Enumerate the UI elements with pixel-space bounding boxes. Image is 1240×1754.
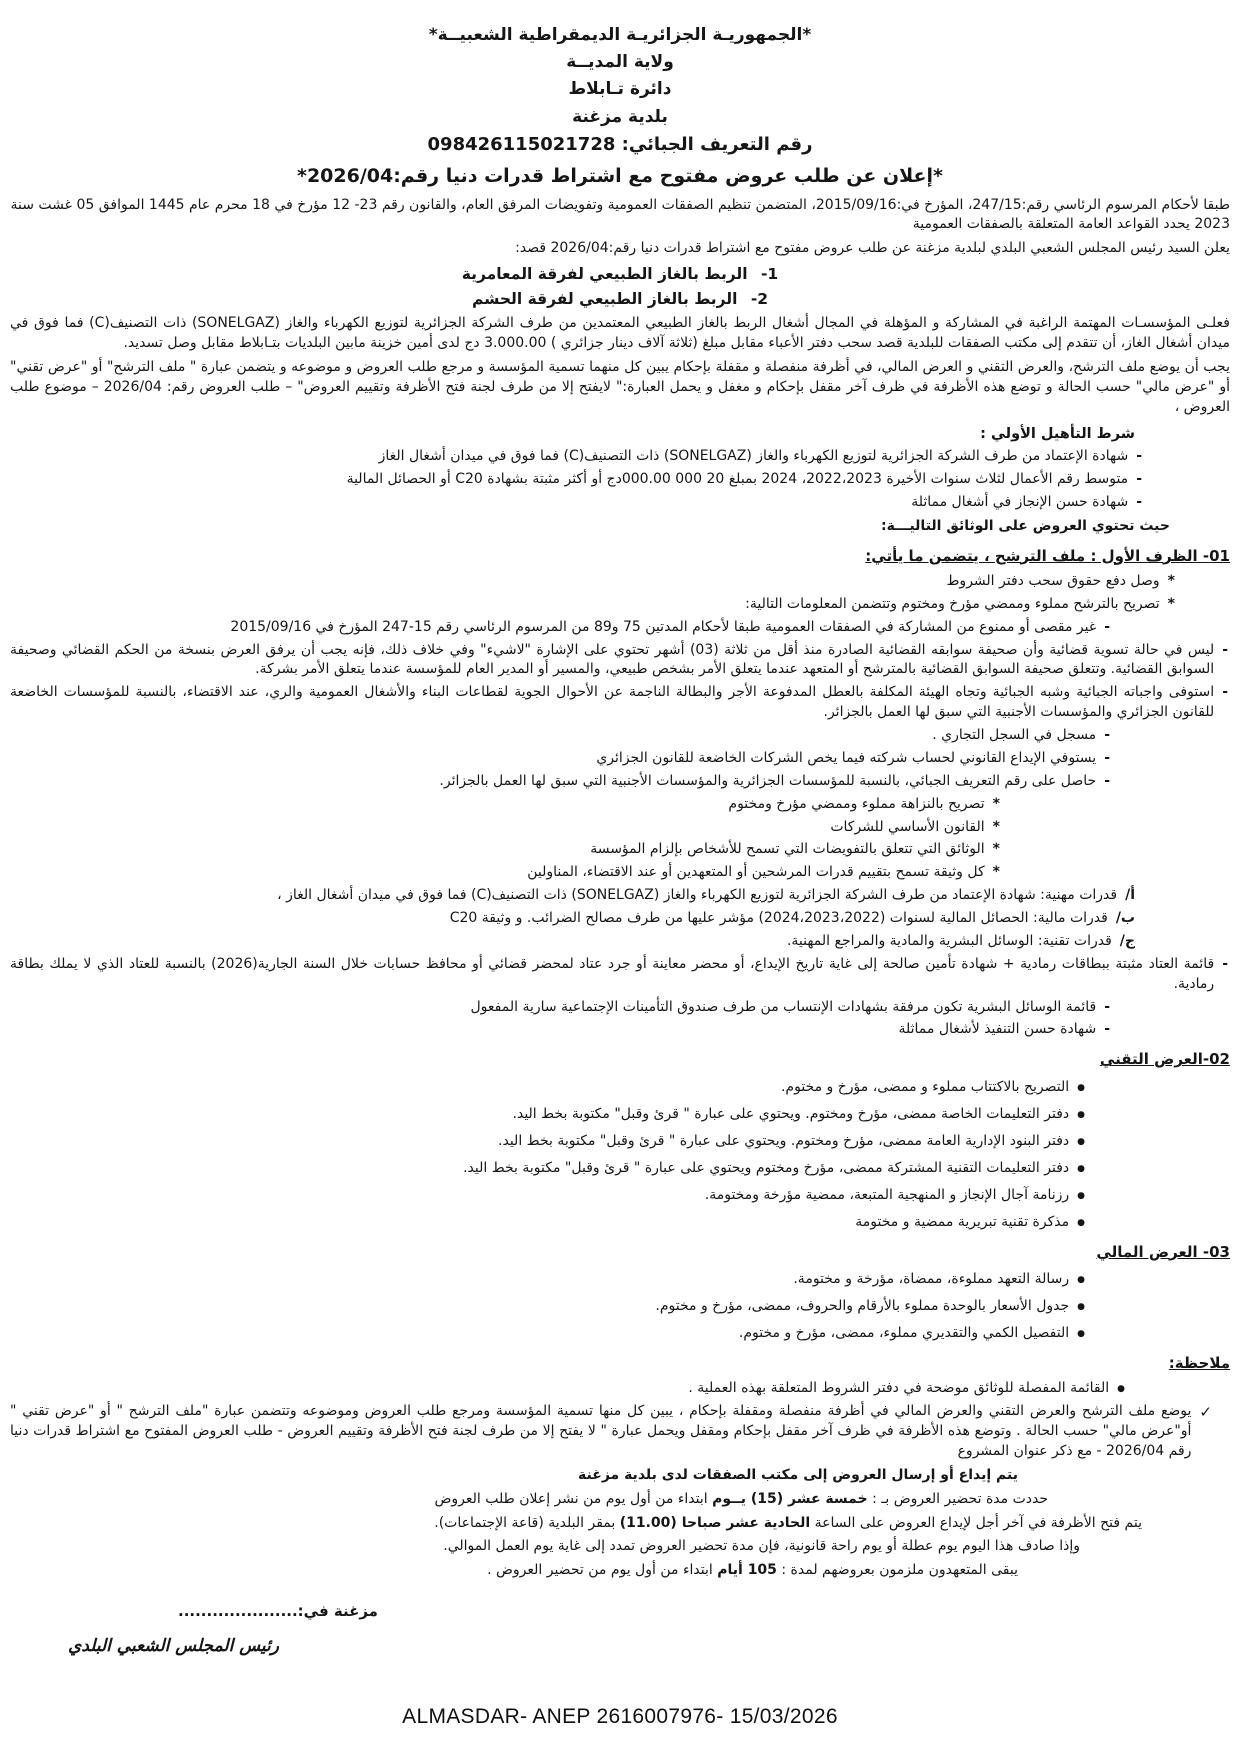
participation-paragraph: فعلـى المؤسسـات المهتمة الراغبة في المشاركة و المؤهلة في المجال أشغال الربط بالغاز الطبيعي المعتمدين من طرف الشركة الجزائرية لتوزيع الكهرباء والغاز (SONELGAZ) ذات التصنيف(C) فما فوق في ميدان أشغال الغاز، أن تتقدم إلى مكتب الصفقات للبلدية قصد سحب دفتر الأعباء مقابل مبلغ (ثلاثة آلاف دينار جزائري ) 3.000.00 دج لدى أمين خزينة مابين البلديات بتـابلاط مقابل وصل تسديد.: [10, 315, 1230, 352]
technical-offer-item: [10, 1159, 1230, 1179]
section-01-heading: 01- الظرف الأول : ملف الترشح ، يتضمن ما يأتي:: [865, 546, 1230, 565]
item-marker: ج/: [1119, 932, 1135, 949]
item-text: غير مقصى أو ممنوع من المشاركة في الصفقات العمومية طبقا لأحكام المدتين 75 و89 من المرسوم الرئاسي رقم 15-247 المؤرخ في 2015/09/16: [230, 618, 1097, 635]
item-text: شهادة الإعتماد من طرف الشركة الجزائرية لتوزيع الكهرباء والغاز (SONELGAZ) ذات التصنيف(C) فما فوق في ميدان أشغال الغاز: [378, 448, 1129, 465]
announcement-paragraph: يعلن السيد رئيس المجلس الشعبي البلدي لبلدية مزغنة عن طلب عروض مفتوح مع اشتراط قدرات دنيا رقم:2026/04 قصد:: [515, 240, 1230, 257]
item-text: التفصيل الكمي والتقديري مملوء، ممضى، مؤرخ و مختوم.: [738, 1324, 1070, 1341]
note-item: [10, 1379, 1230, 1399]
bullet-icon: ●: [1077, 1217, 1085, 1228]
item-text: حاصل على رقم التعريف الجبائي، بالنسبة للمؤسسات الجزائرية والمؤسسات الأجنبية التي سبق لها العمل بالجزائر.: [439, 772, 1097, 789]
preparation-duration-line: [10, 1490, 1230, 1510]
item-text: شهادة حسن الإنجاز في أشغال مماثلة: [911, 493, 1129, 510]
bullet-icon: ●: [1077, 1328, 1085, 1339]
offer-validity-line: [10, 1561, 1230, 1581]
item-marker: -: [1136, 470, 1142, 487]
qualification-item: [10, 447, 1230, 467]
financial-offer-item: [10, 1297, 1230, 1317]
item-text: يوضع ملف الترشح والعرض التقني والعرض المالي في أظرفة منفصلة ومقفلة بإحكام ، يبين كل منها تسمية المؤسسة ومرجع طلب العروض وموضوعه وتتضمن عبارة "ملف الترشح " أو "عرض تقني " أو"عرض مالي" حسب الحالة . وتوضع هذه الأظرفة في ظرف آخر مقفل بإحكام ومقفل ويحمل عبارة " لا يفتح إلا من طرف لجنة فتح الأظرفة وتقييم العروض - طلب العروض المفتوح مع اشتراط قدرات دنيا رقم 2026/04 - مع ذكر عنوان المشروع: [10, 1403, 1192, 1459]
candidacy-file-item: [10, 863, 1230, 883]
item-text: متوسط رقم الأعمال لثلاث سنوات الأخيرة 2022،2023، 2024 بمبلغ 20 000 000.00دج أو أكثر مثبتة بشهادة C20 أو الحصائل المالية: [346, 470, 1129, 487]
candidacy-file-item: [10, 1020, 1230, 1040]
lot-item: [10, 288, 1230, 310]
candidacy-file-item: [10, 818, 1230, 838]
technical-capacities-item: [10, 932, 1230, 952]
item-text: تصريح بالترشح مملوء وممضي مؤرخ ومختوم وتتضمن المعلومات التالية:: [745, 595, 1160, 612]
note-heading: ملاحظة:: [1168, 1353, 1230, 1372]
text-segment: ابتداء من أول يوم من تحضير العروض .: [487, 1562, 718, 1579]
anep-footer-line: ALMASDAR- ANEP 2616007976- 15/03/2026: [402, 1705, 838, 1729]
item-text: دفتر التعليمات التقنية المشتركة ممضى، مؤرخ ومختوم ويحتوي على عبارة " قرئ وقبل" مكتوبة بخط اليد.: [463, 1159, 1070, 1176]
check-icon: ✓: [1199, 1403, 1212, 1422]
item-text: يستوفي الإيداع القانوني لحساب شركته فيما يخص الشركات الخاضعة للقانون الجزائري: [596, 749, 1097, 766]
financial-offer-item: [10, 1324, 1230, 1344]
candidacy-file-item: [10, 572, 1230, 592]
item-marker: -: [1136, 448, 1142, 465]
item-text: قدرات مهنية: شهادة الإعتماد من طرف الشركة الجزائرية لتوزيع الكهرباء والغاز (SONELGAZ) ذات التصنيف(C) فما فوق في ميدان أشغال الغاز ،: [277, 887, 1118, 904]
item-marker: -: [1104, 618, 1110, 635]
bullet-icon: ●: [1077, 1082, 1085, 1093]
item-marker: -: [1222, 641, 1228, 658]
intro-section: [10, 196, 1230, 311]
envelopes-instruction-paragraph: يجب أن يوضع ملف الترشح، والعرض التقني و العرض المالي، في أظرفة منفصلة و مقفلة بإحكام يبين كل منهما تسمية المؤسسة و مرجع طلب العروض و موضوعه و يتضمن عبارة " ملف الترشح" أو "عرض تقني" أو "عرض مالي" حسب الحالة و توضع هذه الأظرفة في ظرف آخر مقفل بإحكام و مغفل و يحمل العبارة:" لايفتح إلا من طرف لجنة فتح الأظرفة وتقييم العروض" – طلب العروض رقم: 2026/04 – موضوع طلب العروض ،: [10, 358, 1230, 415]
candidacy-file-item: [10, 641, 1230, 681]
item-marker: -: [1104, 772, 1110, 789]
item-text: دفتر التعليمات الخاصة ممضى، مؤرخ ومختوم. ويحتوي على عبارة " قرئ وقبل" مكتوبة بخط اليد.: [512, 1105, 1070, 1122]
item-marker: -: [1104, 1021, 1110, 1038]
wilaya-line: ولاية المديــة: [566, 52, 674, 73]
tender-title: *إعلان عن طلب عروض مفتوح مع اشتراط قدرات دنيا رقم:2026/04*: [297, 164, 943, 187]
candidacy-file-item: [10, 749, 1230, 769]
item-text: الوثائق التي تتعلق بالتفويضات التي تسمح للأشخاص بإلزام المؤسسة: [590, 841, 985, 858]
lot-text: الربط بالغاز الطبيعي لفرقة الحشم: [471, 290, 738, 309]
item-marker: ب/: [1115, 910, 1135, 927]
item-text: القانون الأساسي للشركات: [830, 818, 985, 835]
deposit-and-deadlines-section: [10, 1466, 1230, 1581]
candidacy-file-item: [10, 955, 1230, 995]
republic-title: *الجمهوريـة الجزائريـة الديمقراطية الشعبيــة*: [428, 25, 812, 45]
section-02-heading: 02-العرض التقني: [1099, 1050, 1230, 1069]
text-segment: يبقى المتعهدون ملزمون بعروضهم لمدة :: [776, 1562, 1018, 1579]
holiday-extension-line: وإذا صادف هذا اليوم يوم عطلة أو يوم راحة قانونية، فإن مدة تحضير العروض تمدد إلى غاية يوم العمل الموالي.: [443, 1538, 1080, 1555]
item-text: رزنامة آجال الإنجاز و المنهجية المتبعة، ممضية مؤرخة ومختومة.: [704, 1186, 1070, 1203]
candidacy-file-item: [10, 998, 1230, 1018]
bullet-icon: ●: [1077, 1163, 1085, 1174]
signature-place-date-line: مزغنة في:.....................: [178, 1602, 378, 1621]
item-marker: -: [1104, 998, 1110, 1015]
commune-line: بلدية مزغنة: [572, 106, 668, 127]
item-text: شهادة حسن التنفيذ لأشغال مماثلة: [898, 1021, 1097, 1038]
bullet-icon: ●: [1077, 1136, 1085, 1147]
technical-offer-item: [10, 1132, 1230, 1152]
item-marker: -: [1104, 749, 1110, 766]
item-text: التصريح بالاكتتاب مملوء و ممضى، مؤرخ و مختوم.: [780, 1078, 1070, 1095]
item-marker: -: [1104, 727, 1110, 744]
bullet-icon: ●: [1077, 1190, 1085, 1201]
item-marker: *: [992, 795, 1000, 812]
opening-hour-value: الحادية عشر صباحا (11.00): [619, 1514, 811, 1531]
documents-intro-line: حيث تحتوي العروض على الوثائق التاليـــة:: [881, 517, 1170, 534]
text-segment: حددت مدة تحضير العروض بـ :: [867, 1490, 1048, 1507]
duration-value: خمسة عشر (15) يــوم: [712, 1490, 868, 1507]
item-text: تصريح بالنزاهة مملوء وممضي مؤرخ ومختوم: [728, 795, 985, 812]
item-text: قدرات مالية: الحصائل المالية لسنوات (2024،2023،2022) مؤشر عليها من طرف مصالح الضرائب. و وثيقة C20: [449, 910, 1108, 927]
item-text: ليس في حالة تسوية قضائية وأن صحيفة سوابقه القضائية الصادرة منذ أقل من ثلاثة (03) أشهر تحتوي على الإشارة "لاشيء" وفي خلاف ذلك، فإنه يجب أن يرفق العرض بنسخة من الحكم القضائي وصحيفة السوابق القضائية. وتتعلق صحيفة السوابق القضائية بالمترشح أو المتعهد عندما يتعلق الأمر بشخص طبيعي، والمسير أو المدير العام للمؤسسة عندما يتعلق الأمر بشركة.: [10, 641, 1215, 678]
candidacy-file-item: [10, 772, 1230, 792]
bullet-icon: ●: [1077, 1274, 1085, 1285]
candidacy-file-item: [10, 840, 1230, 860]
lot-number: 2-: [750, 290, 769, 309]
bullet-icon: ●: [1077, 1301, 1085, 1312]
item-marker: -: [1222, 955, 1228, 972]
item-text: استوفى واجباته الجبائية وشبه الجبائية وتجاه الهيئة المكلفة بالعطل المدفوعة الأجر والبطالة الناجمة عن الأحوال الجوية لقطاعات البناء والأشغال العمومية والري، عند الاقتضاء، بالنسبة للمؤسسات الخاضعة للقانون الجزائري والمؤسسات الأجنبية التي سبق لها العمل بالجزائر.: [10, 684, 1215, 721]
item-marker: *: [992, 818, 1000, 835]
lot-text: الربط بالغاز الطبيعي لفرقة المعامرية: [461, 265, 748, 284]
technical-offer-item: [10, 1186, 1230, 1206]
section-03-heading: 03- العرض المالي: [1096, 1242, 1230, 1261]
daira-line: دائرة تـابلاط: [568, 79, 672, 100]
candidacy-file-item: [10, 726, 1230, 746]
qualification-heading: شرط التأهيل الأولي :: [980, 425, 1135, 442]
text-segment: يتم فتح الأظرفة في آخر أجل لإيداع العروض على الساعة: [810, 1514, 1142, 1531]
text-segment: بمقر البلدية (قاعة الإجتماعات).: [434, 1514, 620, 1531]
qualification-item: [10, 493, 1230, 513]
financial-offer-item: [10, 1270, 1230, 1290]
item-text: وصل دفع حقوق سحب دفتر الشروط: [946, 572, 1160, 589]
lot-item: [10, 263, 1230, 285]
professional-capacities-item: [10, 886, 1230, 906]
text-segment: ابتداء من أول يوم من نشر إعلان طلب العروض: [434, 1490, 713, 1507]
lot-number: 1-: [760, 265, 779, 284]
item-text: قائمة الوسائل البشرية تكون مرفقة بشهادات الإنتساب من طرف صندوق التأمينات الإجتماعية سارية المفعول: [470, 998, 1097, 1015]
item-text: قائمة العتاد مثبتة ببطاقات رمادية + شهادة تأمين صالحة إلى غاية تاريخ الإيداع، أو محضر معاينة أو جرد عتاد لمحضر قضائي أو محافظ حسابات خلال السنة الجارية(2026) بالنسبة للعتاد الذي لا يملك بطاقة رمادية.: [10, 955, 1215, 992]
item-text: كل وثيقة تسمح بتقييم قدرات المرشحين أو المتعهدين أو عند الاقتضاء، المناولين: [527, 864, 985, 881]
item-text: دفتر البنود الإدارية العامة ممضى، مؤرخ ومختوم. ويحتوي على عبارة " قرئ وقبل" مكتوبة بخط اليد.: [498, 1132, 1070, 1149]
item-text: مسجل في السجل التجاري .: [932, 727, 1097, 744]
candidacy-file-item: [10, 683, 1230, 723]
deposit-line: يتم إيداع أو إرسال العروض إلى مكتب الصفقات لدى بلدية مزغنة: [578, 1466, 1018, 1483]
item-marker: أ/: [1125, 887, 1135, 904]
document-header: [10, 22, 1230, 190]
bullet-icon: ●: [1077, 1109, 1085, 1120]
technical-offer-item: [10, 1105, 1230, 1125]
item-text: القائمة المفصلة للوثائق موضحة في دفتر الشروط المتعلقة بهذه العملية .: [688, 1380, 1110, 1397]
validity-days-value: 105 أيام: [717, 1562, 777, 1579]
financial-capacities-item: [10, 909, 1230, 929]
note-item: [10, 1402, 1230, 1462]
item-text: قدرات تقنية: الوسائل البشرية والمادية والمراجع المهنية.: [786, 932, 1112, 949]
technical-offer-item: [10, 1078, 1230, 1098]
item-marker: *: [992, 841, 1000, 858]
legal-basis-paragraph: طبقا لأحكام المرسوم الرئاسي رقم:247/15، المؤرخ في:2015/09/16، المتضمن تنظيم الصفقات العمومية وتفويضات المرفق العام، والقانون رقم 23- 12 مؤرخ في 18 محرم عام 1445 الموافق 05 غشت سنة 2023 يحدد القواعد العامة المتعلقة بالصفقات العمومية: [10, 196, 1230, 233]
item-text: رسالة التعهد مملوءة، ممضاة، مؤرخة و مختومة.: [793, 1270, 1070, 1287]
candidacy-file-item: [10, 795, 1230, 815]
item-text: مذكرة تقنية تبريرية ممضية و مختومة: [855, 1213, 1070, 1230]
item-marker: *: [1167, 572, 1175, 589]
bullet-icon: ●: [1117, 1384, 1125, 1395]
item-marker: -: [1222, 684, 1228, 701]
candidacy-file-item: [10, 595, 1230, 615]
qualification-item: [10, 470, 1230, 490]
item-text: جدول الأسعار بالوحدة مملوء بالأرقام والحروف، ممضى، مؤرخ و مختوم.: [655, 1297, 1070, 1314]
item-marker: *: [992, 864, 1000, 881]
candidacy-file-item: [10, 618, 1230, 638]
technical-offer-item: [10, 1213, 1230, 1233]
signature-signer-title: رئيس المجلس الشعبي البلدي: [68, 1636, 279, 1657]
item-marker: -: [1136, 493, 1142, 510]
item-marker: *: [1167, 595, 1175, 612]
tax-id-line: رقم التعريف الجبائي: 098426115021728: [427, 133, 813, 155]
signature-block: [10, 1601, 1230, 1658]
opening-time-line: [10, 1514, 1230, 1534]
